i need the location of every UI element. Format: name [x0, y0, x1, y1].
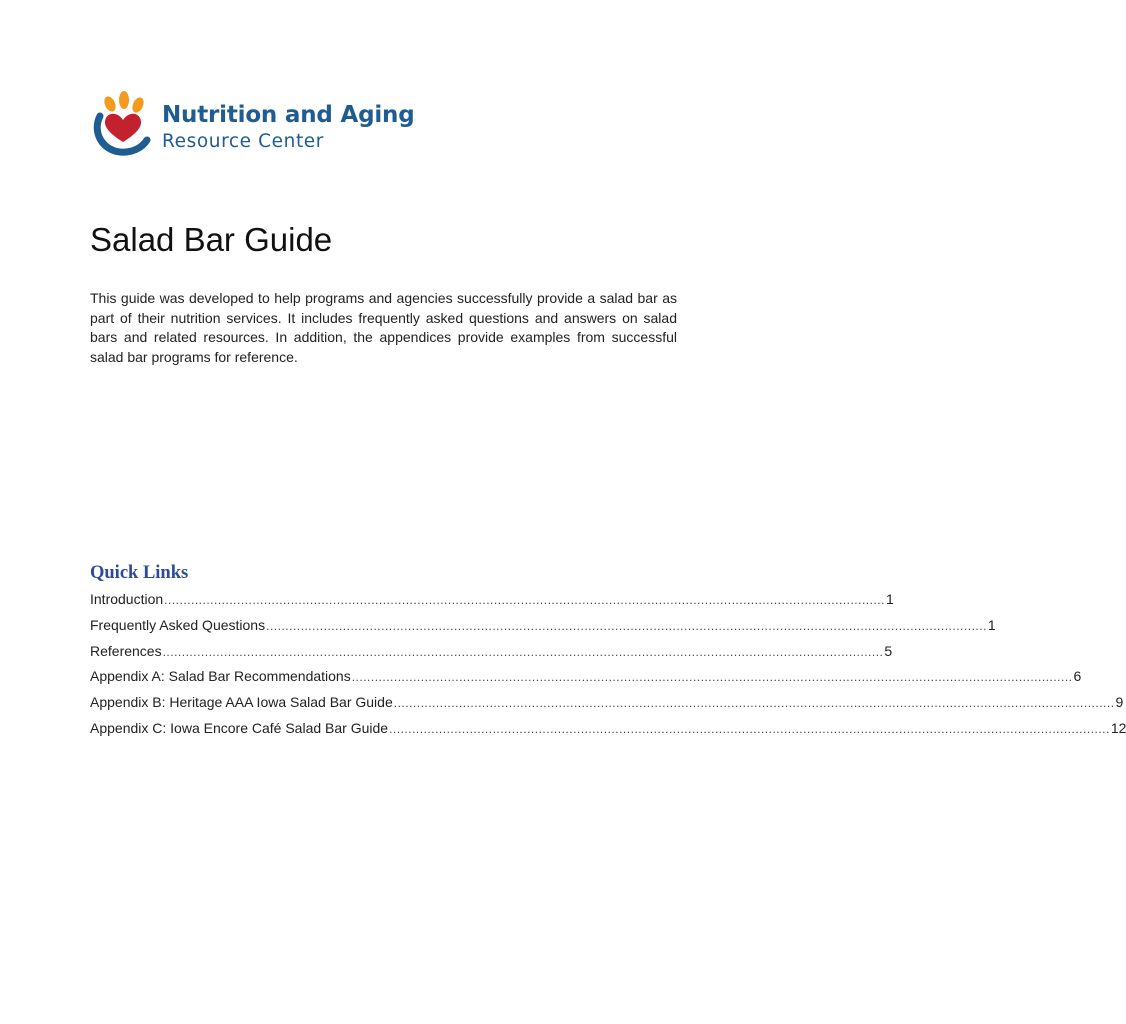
toc-list	[90, 589, 1126, 744]
logo-line-1: Nutrition and Aging	[162, 102, 415, 128]
toc-leader: ............................................................................................................................................................................................	[389, 721, 1110, 736]
toc-page-number: 5	[884, 642, 893, 659]
intro-paragraph: This guide was developed to help programs and agencies successfully provide a salad bar as part of their nutrition services. It includes frequently asked questions and answers on salad bars and related resources. In addition, the appendices provide examples from successful salad bar programs for reference.	[90, 290, 677, 365]
toc-label: Appendix B: Heritage AAA Iowa Salad Bar Guide	[90, 694, 393, 711]
toc-link-appendix-a[interactable]	[90, 666, 1082, 692]
toc-leader: ............................................................................................................................................................................................	[162, 644, 884, 659]
toc-page-number: 6	[1073, 668, 1082, 685]
toc-label: Appendix A: Salad Bar Recommendations	[90, 668, 351, 685]
toc-link-appendix-b[interactable]	[90, 692, 1124, 718]
toc-leader: ............................................................................................................................................................................................	[164, 593, 885, 607]
toc-leader: ............................................................................................................................................................................................	[393, 696, 1115, 711]
toc-leader: ............................................................................................................................................................................................	[351, 670, 1073, 685]
quick-links-section	[90, 561, 1126, 744]
quick-links-heading: Quick Links	[90, 563, 189, 583]
toc-label: Appendix C: Iowa Encore Café Salad Bar Guide	[90, 719, 389, 736]
logo	[92, 90, 432, 156]
toc-link-faq[interactable]	[90, 615, 996, 641]
toc-link-introduction[interactable]	[90, 589, 894, 615]
logo-line-2: Resource Center	[162, 131, 324, 152]
toc-label: Introduction	[90, 591, 164, 607]
page-title: Salad Bar Guide	[90, 221, 333, 258]
toc-page-number: 9	[1115, 694, 1124, 711]
toc-label: Frequently Asked Questions	[90, 616, 266, 633]
toc-page-number: 1	[987, 616, 996, 633]
toc-page-number: 12	[1110, 719, 1126, 736]
toc-label: References	[90, 642, 162, 659]
toc-link-appendix-c[interactable]	[90, 718, 1126, 744]
toc-link-references[interactable]	[90, 641, 893, 667]
logo-mark-icon	[92, 90, 150, 156]
toc-leader: ............................................................................................................................................................................................	[266, 618, 987, 633]
toc-page-number: 1	[885, 591, 894, 607]
logo-wordmark	[162, 100, 414, 154]
